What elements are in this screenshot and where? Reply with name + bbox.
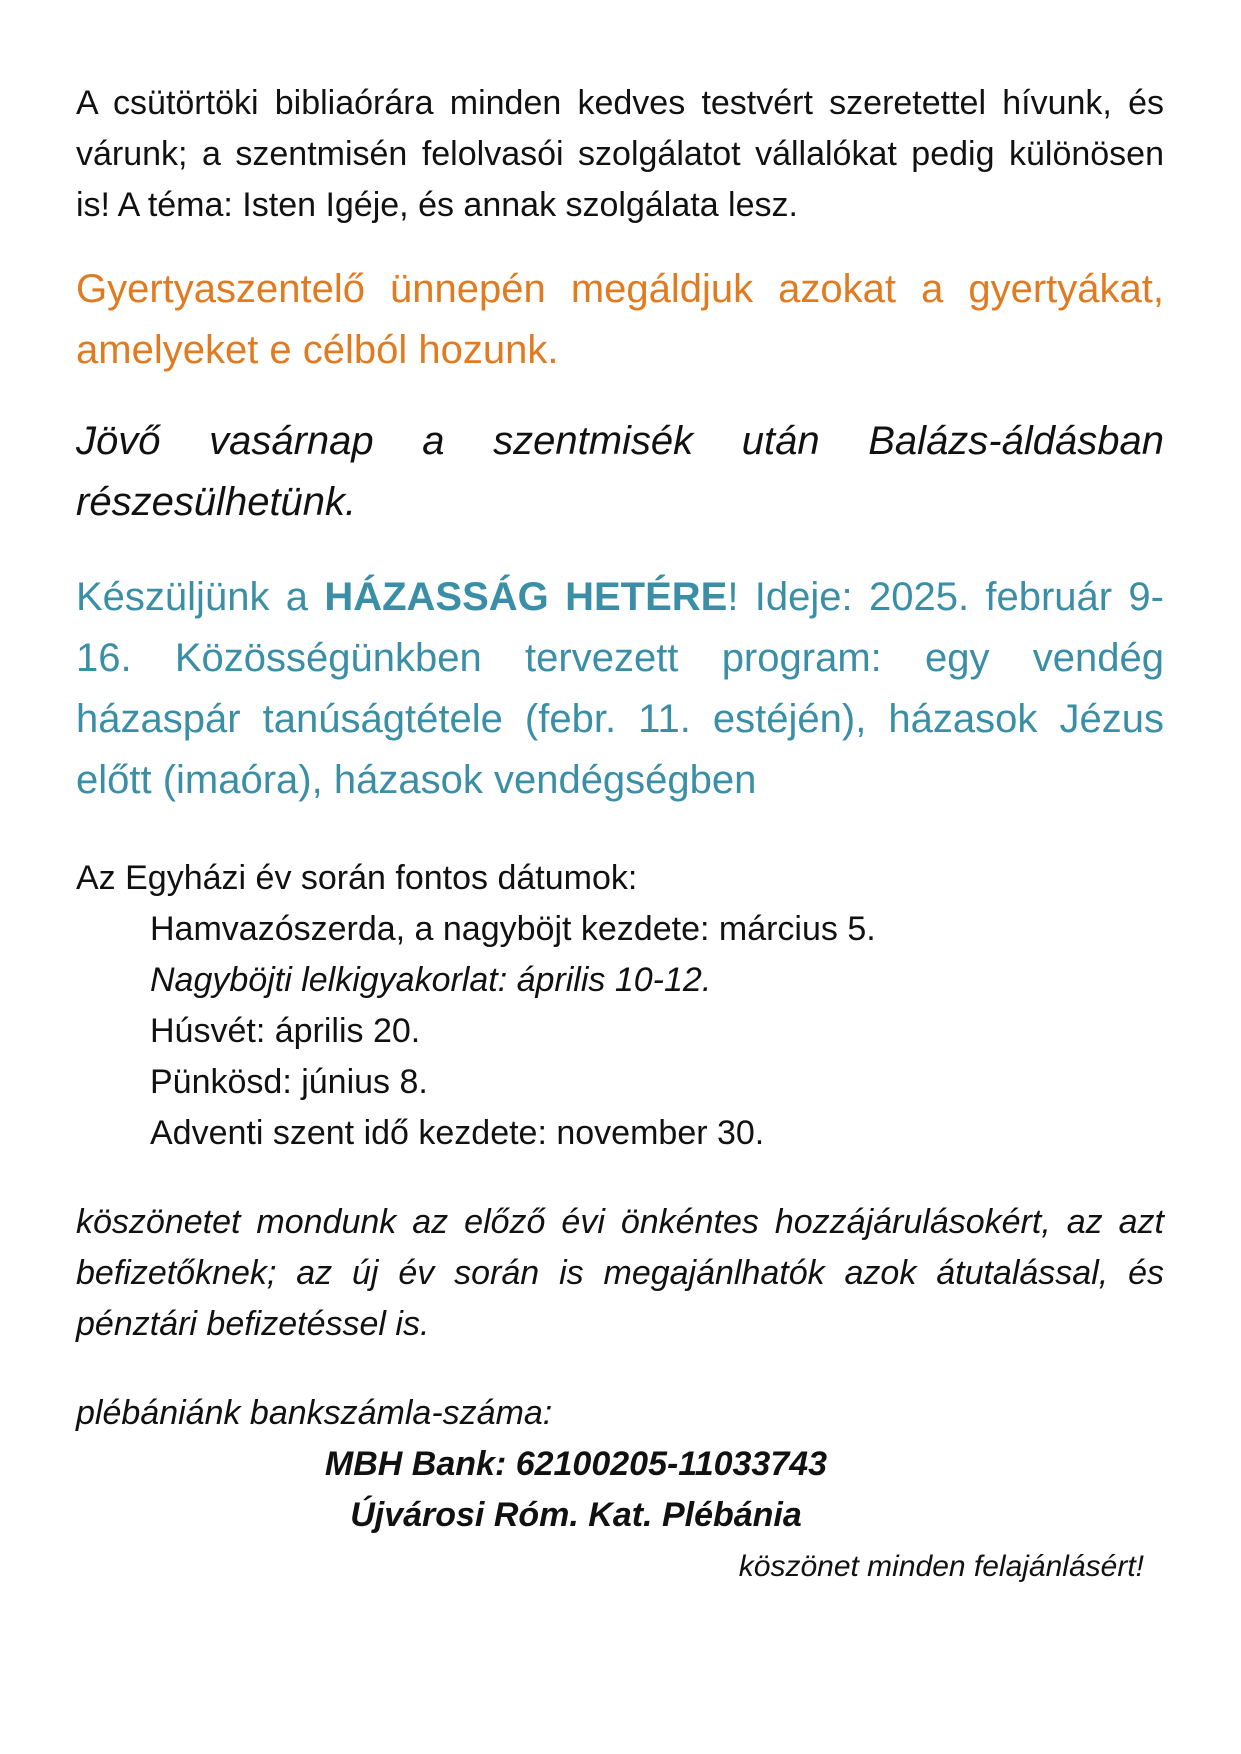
marriage-week-highlight: HÁZASSÁG HETÉRE bbox=[324, 575, 728, 619]
marriage-week-announcement bbox=[76, 567, 1164, 811]
date-item-ash-wednesday: Hamvazószerda, a nagyböjt kezdete: március 5. bbox=[150, 910, 876, 948]
bank-details bbox=[76, 1388, 1164, 1592]
important-dates-list bbox=[76, 904, 1164, 1159]
date-item-pentecost: Pünkösd: június 8. bbox=[150, 1063, 428, 1101]
date-item-easter: Húsvét: április 20. bbox=[150, 1012, 421, 1050]
bank-account-holder: Újvárosi Róm. Kat. Plébánia bbox=[350, 1496, 802, 1534]
date-item-advent: Adventi szent idő kezdete: november 30. bbox=[150, 1114, 765, 1152]
contributions-thanks: köszönetet mondunk az előző évi önkéntes hozzájárulásokért, az azt befizetőknek; az új év során is megajánlhatók azok átutalással, és pénztári befizetéssel is. bbox=[76, 1203, 1164, 1343]
important-dates bbox=[76, 853, 1164, 1159]
bulletin-page bbox=[76, 78, 1164, 1592]
date-item-lent-retreat: Nagyböjti lelkigyakorlat: április 10-12. bbox=[150, 961, 712, 999]
marriage-week-prefix: Készüljünk a bbox=[76, 575, 325, 619]
bank-intro: plébániánk bankszámla-száma: bbox=[76, 1394, 553, 1432]
marriage-week-suffix: ! Ideje: 2025. február 9-16. Közösségünkben tervezett program: egy vendég házaspár tanúságtétele (febr. 11. estéjén), házasok Jézus előtt (imaóra), házasok vendégségben bbox=[76, 575, 1165, 802]
candlemas-announcement: Gyertyaszentelő ünnepén megáldjuk azokat a gyertyákat, amelyeket e célból hozunk. bbox=[76, 267, 1164, 372]
bank-account-number: MBH Bank: 62100205-11033743 bbox=[324, 1445, 828, 1483]
bible-class-announcement: A csütörtöki bibliaórára minden kedves testvért szeretettel hívunk, és várunk; a szentmisén felolvasói szolgálatot vállalókat pedig különösen is! A téma: Isten Igéje, és annak szolgálata lesz. bbox=[76, 84, 1164, 224]
blessing-announcement: Jövő vasárnap a szentmisék után Balázs-áldásban részesülhetünk. bbox=[76, 419, 1164, 524]
important-dates-title: Az Egyházi év során fontos dátumok: bbox=[76, 859, 638, 897]
bank-closing-thanks: köszönet minden felajánlásért! bbox=[738, 1550, 1144, 1583]
